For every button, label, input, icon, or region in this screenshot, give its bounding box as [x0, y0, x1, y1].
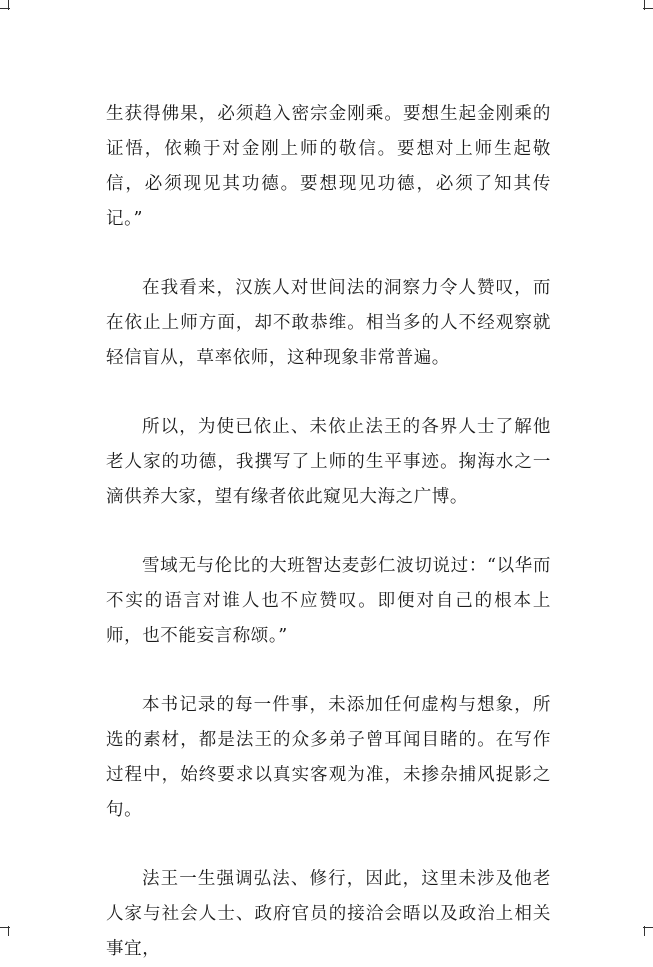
crop-mark [644, 926, 645, 936]
paragraph-2: 在我看来，汉族人对世间法的洞察力令人赞叹，而在依止上师方面，却不敢恭维。相当多的人不经观察就轻信盲从，草率依师，这种现象非常普遍。 [106, 278, 551, 368]
paragraph-4: 雪域无与伦比的大班智达麦彭仁波切说过：“以华而不实的语言对谁人也不应赞叹。即便对自己的根本上师，也不能妄言称颂。” [106, 556, 551, 646]
crop-mark [8, 926, 9, 936]
paragraph-1: 生获得佛果，必须趋入密宗金刚乘。要想生起金刚乘的证悟，依赖于对金刚上师的敬信。要想对上师生起敬信，必须现见其功德。要想现见功德，必须了知其传记。” [106, 104, 551, 229]
paragraph-6: 法王一生强调弘法、修行，因此，这里未涉及他老人家与社会人士、政府官员的接洽会晤以及政治上相关事宜， [106, 869, 551, 959]
crop-mark [8, 0, 9, 10]
body-text [106, 97, 551, 967]
crop-mark [644, 0, 645, 10]
paragraph-5: 本书记录的每一件事，未添加任何虚构与想象，所选的素材，都是法王的众多弟子曾耳闻目睹的。在写作过程中，始终要求以真实客观为准，未掺杂捕风捉影之句。 [106, 695, 551, 820]
paragraph-3: 所以，为使已依止、未依止法王的各界人士了解他老人家的功德，我撰写了上师的生平事迹。掬海水之一滴供养大家，望有缘者依此窥见大海之广博。 [106, 417, 551, 507]
